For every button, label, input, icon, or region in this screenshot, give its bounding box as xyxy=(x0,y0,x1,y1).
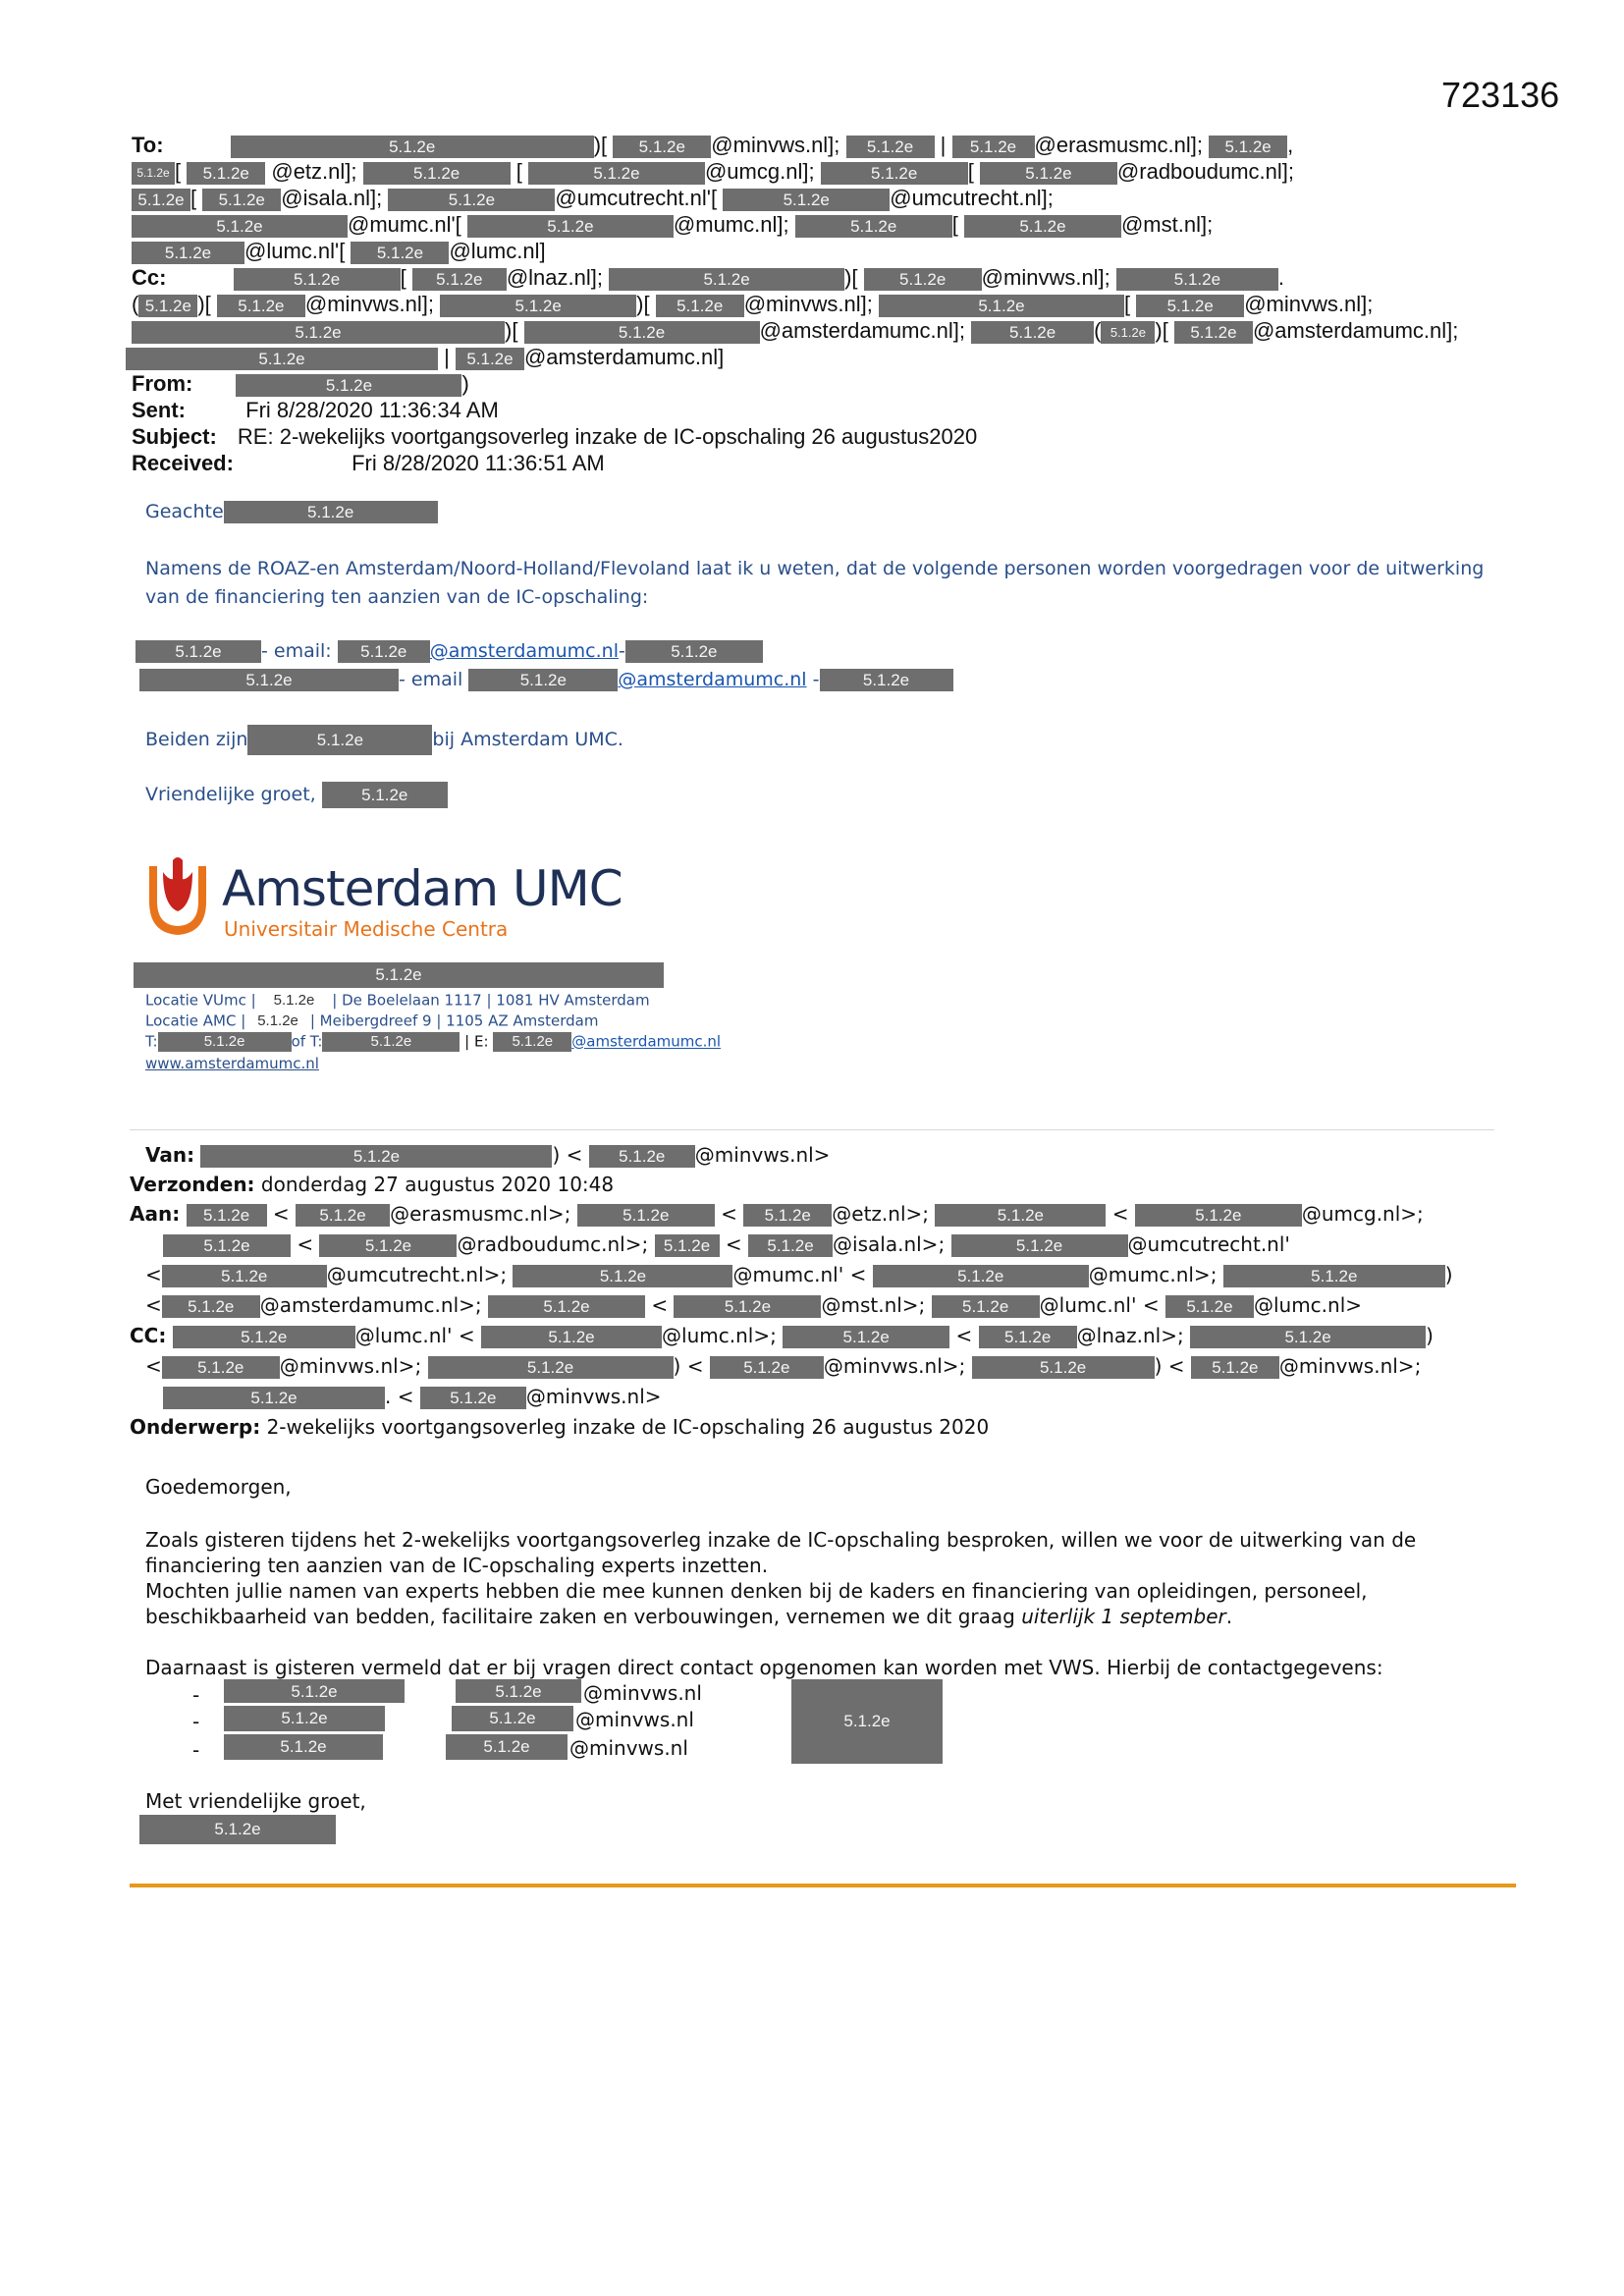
redaction: 5.1.2e xyxy=(723,189,890,211)
redaction: 5.1.2e xyxy=(187,1204,267,1227)
email-domain: @minvws.nl]; xyxy=(304,292,435,316)
email-domain: @radboudumc.nl>; xyxy=(457,1232,649,1256)
email-domain: @minvws.nl>; xyxy=(1278,1354,1422,1378)
van-line: Van: 5.1.2e ) < 5.1.2e @minvws.nl> xyxy=(145,1143,831,1167)
email-domain: @amsterdamumc.nl>; xyxy=(259,1293,482,1317)
to-line-4: 5.1.2e @mumc.nl'[ 5.1.2e @mumc.nl]; 5.1.2e [ 5.1.2e @mst.nl]; xyxy=(132,211,1213,238)
redaction: 5.1.2e xyxy=(513,1265,732,1287)
body4-text: beschikbaarheid van bedden, facilitaire zaken en verbouwingen, vernemen we dit graag xyxy=(145,1605,1022,1628)
redaction: 5.1.2e xyxy=(319,1234,457,1257)
e-label: | E: xyxy=(464,1032,489,1051)
divider xyxy=(130,1129,1494,1130)
redaction: 5.1.2e xyxy=(1190,1326,1426,1348)
redaction: 5.1.2e xyxy=(656,295,744,317)
beiden-text: Beiden zijn xyxy=(145,729,248,750)
cc2-line-1: CC: 5.1.2e @lumc.nl' < 5.1.2e @lumc.nl>; 5.1.2e < 5.1.2e @lnaz.nl>; 5.1.2e ) xyxy=(130,1324,1434,1347)
to-line-5 xyxy=(132,238,546,264)
body-greeting: Goedemorgen, xyxy=(145,1475,292,1499)
expert-line-2 xyxy=(139,669,953,691)
redaction: 5.1.2e xyxy=(613,136,711,158)
email-domain: @umcutrecht.nl>; xyxy=(326,1263,508,1286)
redaction: 5.1.2e xyxy=(821,162,968,185)
sent-value: Fri 8/28/2020 11:36:34 AM xyxy=(245,398,499,422)
email-domain: @erasmusmc.nl]; xyxy=(1034,133,1203,157)
email-domain: @minvws.nl>; xyxy=(823,1354,966,1378)
redaction: 5.1.2e xyxy=(456,348,524,370)
email-domain: @etz.nl]; xyxy=(271,159,357,184)
sent-label: Sent: xyxy=(132,398,186,422)
redaction: 5.1.2e xyxy=(322,782,448,808)
redaction: 5.1.2e xyxy=(132,162,175,185)
redaction: 5.1.2e xyxy=(791,1679,943,1764)
redaction: 5.1.2e xyxy=(1116,268,1278,291)
redaction: 5.1.2e xyxy=(132,189,190,211)
redaction: 5.1.2e xyxy=(126,348,438,370)
t-label: T: xyxy=(145,1032,158,1051)
body-line-1: Zoals gisteren tijdens het 2-wekelijks voortgangsoverleg inzake de IC-opschaling besproken, willen we voor de uitwerking van de xyxy=(145,1528,1417,1552)
redaction: 5.1.2e xyxy=(202,189,281,211)
from-label: From: xyxy=(132,371,193,396)
redaction: 5.1.2e xyxy=(217,295,305,317)
redaction: 5.1.2e xyxy=(710,1356,824,1379)
redaction: 5.1.2e xyxy=(1135,1204,1302,1227)
cc2-line-2: < 5.1.2e @minvws.nl>; 5.1.2e ) < 5.1.2e @minvws.nl>; 5.1.2e ) < 5.1.2e @minvws.nl>; xyxy=(145,1354,1422,1378)
email-domain: @mst.nl]; xyxy=(1120,212,1214,237)
redaction: 5.1.2e xyxy=(972,1356,1155,1379)
redaction: 5.1.2e xyxy=(493,1032,571,1052)
redaction: 5.1.2e xyxy=(1209,136,1287,158)
redaction: 5.1.2e xyxy=(467,215,674,238)
email-link[interactable]: @amsterdamumc.nl xyxy=(618,669,807,690)
sig-email-link[interactable]: @amsterdamumc.nl xyxy=(571,1032,722,1051)
to-line-3: 5.1.2e [ 5.1.2e @isala.nl]; 5.1.2e @umcutrecht.nl'[ 5.1.2e @umcutrecht.nl]; xyxy=(132,185,1054,211)
email-domain: @mumc.nl]; xyxy=(673,212,789,237)
redaction: 5.1.2e xyxy=(162,1295,260,1318)
email-link[interactable]: @amsterdamumc.nl xyxy=(429,640,619,662)
email-label: - email xyxy=(399,669,463,690)
reply-para-1b: van de financiering ten aanzien van de IC-opschaling: xyxy=(145,586,649,608)
redaction: 5.1.2e xyxy=(224,1734,383,1760)
onderwerp-value: 2-wekelijks voortgangsoverleg inzake de IC-opschaling 26 augustus 2020 xyxy=(266,1415,990,1439)
email-domain: @lnaz.nl]; xyxy=(506,265,603,290)
amsterdam-umc-tulip-icon xyxy=(143,856,212,939)
email-domain: @isala.nl>; xyxy=(833,1232,946,1256)
redaction: 5.1.2e xyxy=(1223,1265,1445,1287)
email-domain: @umcutrecht.nl]; xyxy=(890,186,1054,210)
onderwerp-label: Onderwerp: xyxy=(130,1415,261,1439)
onderwerp-line xyxy=(130,1415,989,1439)
aan-label: Aan: xyxy=(130,1202,181,1226)
email-domain: @mumc.nl'[ xyxy=(348,212,461,237)
cc-line-2: ( 5.1.2e )[ 5.1.2e @minvws.nl]; 5.1.2e )[ 5.1.2e @minvws.nl]; 5.1.2e [ 5.1.2e @minvws.nl]; xyxy=(132,292,1374,316)
redaction: 5.1.2e xyxy=(139,1815,336,1844)
body-line-4 xyxy=(145,1605,1232,1628)
redaction: 5.1.2e xyxy=(250,1011,305,1031)
redaction: 5.1.2e xyxy=(363,162,511,185)
redaction: 5.1.2e xyxy=(224,1679,405,1703)
redaction: 5.1.2e xyxy=(236,374,461,397)
email-domain: @lumc.nl>; xyxy=(662,1324,777,1347)
redaction: 5.1.2e xyxy=(879,295,1124,317)
dash: - xyxy=(619,640,625,662)
document-number: 723136 xyxy=(1441,75,1560,115)
redaction: 5.1.2e xyxy=(412,268,507,291)
redaction: 5.1.2e xyxy=(979,1326,1077,1348)
redaction: 5.1.2e xyxy=(139,669,399,691)
vumc-label: Locatie VUmc | xyxy=(145,991,256,1010)
aan-line-3: < 5.1.2e @umcutrecht.nl>; 5.1.2e @mumc.nl' < 5.1.2e @mumc.nl>; 5.1.2e ) xyxy=(145,1263,1453,1286)
redaction: 5.1.2e xyxy=(1136,295,1244,317)
redaction: 5.1.2e xyxy=(952,136,1035,158)
redaction: 5.1.2e xyxy=(1174,321,1253,344)
contact-domain: @minvws.nl xyxy=(569,1736,688,1760)
email-domain: @mst.nl>; xyxy=(821,1293,926,1317)
sig-vumc xyxy=(145,991,650,1011)
email-domain: @minvws.nl]; xyxy=(743,292,873,316)
email-domain: @umcutrecht.nl'[ xyxy=(555,186,718,210)
cc-line-4: 5.1.2e | 5.1.2e @amsterdamumc.nl] xyxy=(126,344,724,370)
redaction: 5.1.2e xyxy=(322,1032,460,1052)
website-link[interactable]: www.amsterdamumc.nl xyxy=(145,1055,319,1072)
email-domain: @lumc.nl' xyxy=(1039,1293,1137,1317)
redaction: 5.1.2e xyxy=(783,1326,949,1348)
redaction: 5.1.2e xyxy=(224,1706,385,1731)
redaction: 5.1.2e xyxy=(743,1204,832,1227)
redaction: 5.1.2e xyxy=(162,1356,280,1379)
email-label: - email: xyxy=(261,640,332,662)
redaction: 5.1.2e xyxy=(481,1326,662,1348)
received-line xyxy=(132,450,605,476)
email-domain: @amsterdamumc.nl] xyxy=(523,345,725,369)
email-domain: @minvws.nl> xyxy=(525,1385,662,1408)
redaction: 5.1.2e xyxy=(524,321,760,344)
email-domain: @amsterdamumc.nl]; xyxy=(759,318,965,343)
redaction: 5.1.2e xyxy=(655,1234,720,1257)
email-domain: @mumc.nl>; xyxy=(1088,1263,1218,1286)
redaction: 5.1.2e xyxy=(488,1295,645,1318)
redaction: 5.1.2e xyxy=(674,1295,821,1318)
email-domain: @minvws.nl]; xyxy=(1244,292,1374,316)
redaction: 5.1.2e xyxy=(351,242,449,264)
redaction: 5.1.2e xyxy=(1101,321,1155,344)
redaction: 5.1.2e xyxy=(932,1295,1040,1318)
verzonden-label: Verzonden: xyxy=(130,1173,255,1196)
redaction: 5.1.2e xyxy=(224,501,438,523)
redaction: 5.1.2e xyxy=(446,1734,568,1760)
redaction: 5.1.2e xyxy=(456,1679,581,1703)
redaction: 5.1.2e xyxy=(820,669,953,691)
verzonden-line xyxy=(130,1173,614,1196)
contact-bullet: - xyxy=(192,1683,200,1707)
email-domain: @radboudumc.nl]; xyxy=(1116,159,1295,184)
email-domain: @mumc.nl' xyxy=(732,1263,844,1286)
subject-label: Subject: xyxy=(132,424,217,449)
redaction: 5.1.2e xyxy=(173,1326,355,1348)
email-domain: @minvws.nl>; xyxy=(279,1354,422,1378)
email-domain: @lumc.nl' xyxy=(354,1324,453,1347)
deadline: uiterlijk 1 september xyxy=(1021,1605,1226,1628)
redaction: 5.1.2e xyxy=(260,991,327,1011)
contact-domain: @minvws.nl xyxy=(583,1681,702,1705)
subject-value: RE: 2-wekelijks voortgangsoverleg inzake de IC-opschaling 26 augustus2020 xyxy=(237,424,978,449)
redaction: 5.1.2e xyxy=(234,268,401,291)
sig-amc xyxy=(145,1011,598,1031)
footer-rule xyxy=(130,1884,1516,1887)
redaction: 5.1.2e xyxy=(577,1204,715,1227)
expert-line-1 xyxy=(135,640,763,663)
email-domain: @minvws.nl]; xyxy=(711,133,840,157)
beiden-end: bij Amsterdam UMC. xyxy=(432,729,623,750)
to-label: To: xyxy=(132,133,164,157)
body-line-3: Mochten jullie namen van experts hebben die mee kunnen denken bij de kaders en financiering van opleidingen, personeel, xyxy=(145,1579,1368,1603)
email-domain: @amsterdamumc.nl]; xyxy=(1252,318,1459,343)
body4-end: . xyxy=(1225,1605,1233,1628)
redaction: 5.1.2e xyxy=(132,321,505,344)
redaction: 5.1.2e xyxy=(1191,1356,1279,1379)
aan-line-2: 5.1.2e < 5.1.2e @radboudumc.nl>; 5.1.2e < 5.1.2e @isala.nl>; 5.1.2e @umcutrecht.nl' xyxy=(163,1232,1290,1257)
beiden-line xyxy=(145,725,623,755)
redaction: 5.1.2e xyxy=(528,162,705,185)
redaction: 5.1.2e xyxy=(200,1145,552,1168)
redaction: 5.1.2e xyxy=(231,136,594,158)
received-label: Received: xyxy=(132,451,234,475)
amc-addr: | Meibergdreef 9 | 1105 AZ Amsterdam xyxy=(309,1011,599,1030)
email-domain: @umcg.nl>; xyxy=(1301,1202,1424,1226)
redaction: 5.1.2e xyxy=(971,321,1094,344)
redaction: 5.1.2e xyxy=(980,162,1117,185)
greeting-text: Geachte xyxy=(145,501,224,522)
sent-line xyxy=(132,397,499,423)
redaction: 5.1.2e xyxy=(158,1032,292,1052)
closing-text: Vriendelijke groet, xyxy=(145,784,316,805)
email-domain: @lumc.nl> xyxy=(1253,1293,1363,1317)
vumc-addr: | De Boelelaan 1117 | 1081 HV Amsterdam xyxy=(332,991,650,1010)
subject-line xyxy=(132,423,977,450)
redaction: 5.1.2e xyxy=(846,136,935,158)
redaction: 5.1.2e xyxy=(428,1356,674,1379)
aan-line-4: < 5.1.2e @amsterdamumc.nl>; 5.1.2e < 5.1.2e @mst.nl>; 5.1.2e @lumc.nl' < 5.1.2e @lumc.nl> xyxy=(145,1293,1363,1317)
cc-line-3: 5.1.2e )[ 5.1.2e @amsterdamumc.nl]; 5.1.2e ( 5.1.2e )[ 5.1.2e @amsterdamumc.nl]; xyxy=(132,317,1458,344)
oft-label: of T: xyxy=(291,1032,323,1051)
redaction: 5.1.2e xyxy=(589,1145,695,1168)
redaction: 5.1.2e xyxy=(162,1265,327,1287)
email-domain: @minvws.nl> xyxy=(694,1143,831,1167)
aan-line-1: Aan: 5.1.2e < 5.1.2e @erasmusmc.nl>; 5.1.2e < 5.1.2e @etz.nl>; 5.1.2e < 5.1.2e @umcg.nl>; xyxy=(130,1202,1424,1226)
redaction: 5.1.2e xyxy=(1165,1295,1254,1318)
email-domain: @umcg.nl]; xyxy=(704,159,815,184)
redaction: 5.1.2e xyxy=(452,1706,573,1731)
redaction: 5.1.2e xyxy=(296,1204,390,1227)
cc2-line-3: 5.1.2e . < 5.1.2e @minvws.nl> xyxy=(163,1385,662,1409)
contact-domain: @minvws.nl xyxy=(575,1708,694,1731)
email-domain: @isala.nl]; xyxy=(281,186,383,210)
logo-subtitle: Universitair Medische Centra xyxy=(224,917,509,941)
cc-line-1: Cc: 5.1.2e [ 5.1.2e @lnaz.nl]; 5.1.2e )[ 5.1.2e @minvws.nl]; 5.1.2e . xyxy=(132,265,1285,290)
redaction: 5.1.2e xyxy=(468,669,618,691)
redaction: 5.1.2e xyxy=(132,215,348,238)
redaction: 5.1.2e xyxy=(338,640,430,663)
redaction: 5.1.2e xyxy=(795,215,952,238)
redaction: 5.1.2e xyxy=(935,1204,1106,1227)
received-value: Fri 8/28/2020 11:36:51 AM xyxy=(352,451,605,475)
reply-para-1: Namens de ROAZ-en Amsterdam/Noord-Holland/Flevoland laat ik u weten, dat de volgende personen worden voorgedragen voor de uitwerking xyxy=(145,558,1485,579)
redaction: 5.1.2e xyxy=(873,1265,1089,1287)
van-label: Van: xyxy=(145,1143,195,1167)
cc2-label: CC: xyxy=(130,1324,167,1347)
redaction: 5.1.2e xyxy=(609,268,844,291)
redaction: 5.1.2e xyxy=(420,1387,526,1409)
redaction: 5.1.2e xyxy=(864,268,982,291)
redaction: 5.1.2e xyxy=(132,242,244,264)
redaction: 5.1.2e xyxy=(964,215,1121,238)
email-domain: @lumc.nl] xyxy=(449,239,546,263)
verzonden-value: donderdag 27 augustus 2020 10:48 xyxy=(260,1173,615,1196)
redaction: 5.1.2e xyxy=(163,1234,291,1257)
redaction: 5.1.2e xyxy=(187,162,265,185)
sig-phone xyxy=(145,1032,721,1052)
dash: - xyxy=(812,669,820,690)
redaction: 5.1.2e xyxy=(748,1234,833,1257)
email-domain: @minvws.nl]; xyxy=(981,265,1110,290)
cc-label: Cc: xyxy=(132,265,167,290)
reply-closing xyxy=(145,782,448,808)
redaction: 5.1.2e xyxy=(388,189,555,211)
from-line: From: 5.1.2e ) xyxy=(132,371,469,396)
redaction: 5.1.2e xyxy=(951,1234,1128,1257)
email-domain: @umcutrecht.nl' xyxy=(1127,1232,1290,1256)
email-domain: @lnaz.nl>; xyxy=(1076,1324,1184,1347)
redaction: 5.1.2e xyxy=(138,295,197,317)
redaction: 5.1.2e xyxy=(163,1387,385,1409)
redaction: 5.1.2e xyxy=(134,962,664,988)
body-line-2: financiering ten aanzien van de IC-opschaling experts inzetten. xyxy=(145,1554,769,1577)
to-line-2: 5.1.2e [ 5.1.2e @etz.nl]; 5.1.2e [ 5.1.2e @umcg.nl]; 5.1.2e [ 5.1.2e @radboudumc.nl]; xyxy=(132,158,1294,185)
to-line-1: To: 5.1.2e )[ 5.1.2e @minvws.nl]; 5.1.2e | 5.1.2e @erasmusmc.nl]; 5.1.2e , xyxy=(132,133,1294,157)
redaction: 5.1.2e xyxy=(247,725,432,755)
amc-label: Locatie AMC | xyxy=(145,1011,246,1030)
redaction: 5.1.2e xyxy=(440,295,636,317)
reply-greeting xyxy=(145,501,438,523)
redaction: 5.1.2e xyxy=(625,640,763,663)
signoff: Met vriendelijke groet, xyxy=(145,1789,366,1813)
redaction: 5.1.2e xyxy=(135,640,261,663)
email-domain: @etz.nl>; xyxy=(832,1202,929,1226)
body-line-5: Daarnaast is gisteren vermeld dat er bij vragen direct contact opgenomen kan worden met VWS. Hierbij de contactgegevens: xyxy=(145,1656,1383,1679)
email-domain: @erasmusmc.nl>; xyxy=(390,1202,571,1226)
logo-name: Amsterdam UMC xyxy=(222,860,623,917)
contact-bullet: - xyxy=(192,1710,200,1733)
email-domain: @lumc.nl'[ xyxy=(244,239,346,263)
contact-bullet: - xyxy=(192,1738,200,1762)
